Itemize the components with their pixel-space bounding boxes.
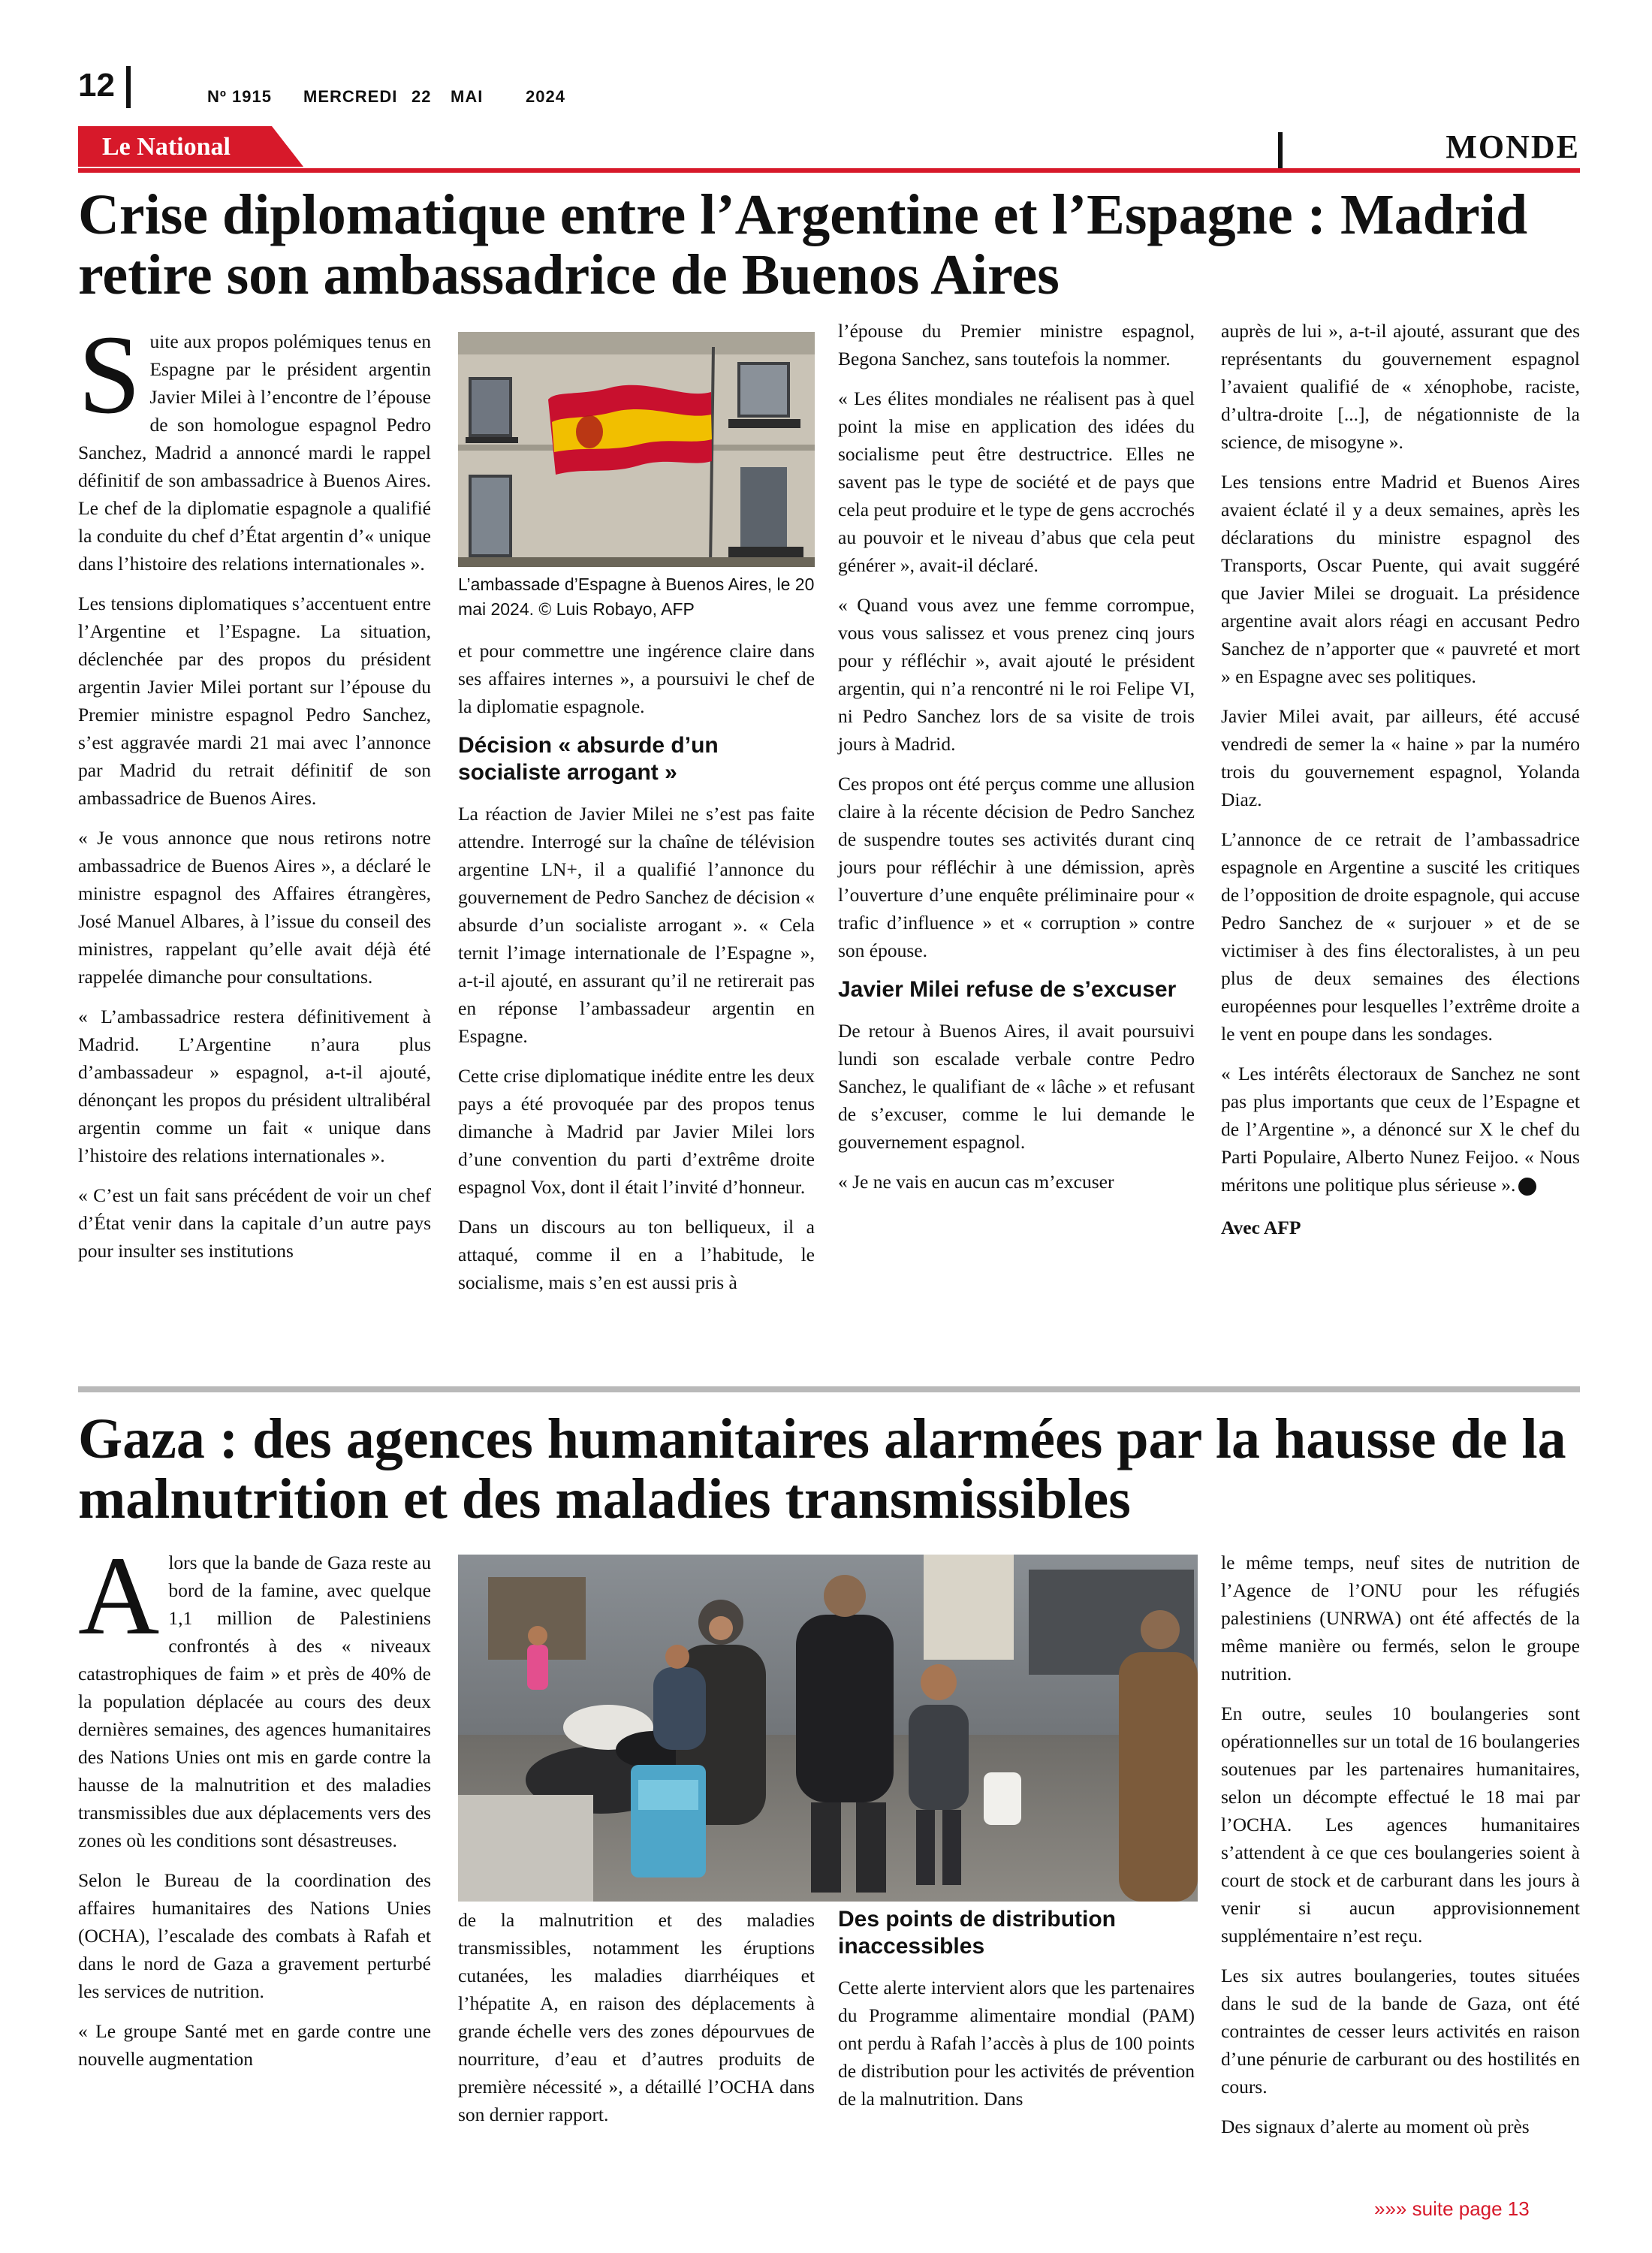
article1-subhead-refuse: Javier Milei refuse de s’excuser <box>838 977 1177 1002</box>
end-of-article-icon <box>1518 1178 1536 1196</box>
article2-paragraph: de la malnutrition et des maladies transmissibles, notamment les éruptions cutanées, les maladies diarrhéiques et l’hépatite A, en raison des déplacements à grande échelle vers des zones dépourvues de nourriture, d’eau et d’autres produits de première nécessité », a détaillé l’OCHA dans son dernier rapport. <box>458 1909 815 2125</box>
article-separator <box>78 1386 1580 1392</box>
article2-column-4 <box>1221 1549 1580 2140</box>
article2-headline: Gaza : des agences humanitaires alarmées par la hausse de la malnutrition et des maladies transmissibles <box>78 1407 1566 1531</box>
article2-dropcap: A <box>78 1534 160 1658</box>
article2-column-2 <box>458 1906 815 2128</box>
embassy-photo-caption: L’ambassade d’Espagne à Buenos Aires, le 20 mai 2024. © Luis Robayo, AFP <box>458 575 815 619</box>
article1-paragraph: La réaction de Javier Milei ne s’est pas faite attendre. Interrogé sur la chaîne de télévision argentine LN+, il a qualifié l’annonce du gouvernement de Pedro Sanchez de décision « absurde d’un socialiste arrogant ». « Cela ternit l’image internationale de l’Espagne », a-t-il ajouté, en assurant qu’il ne retirerait pas en réponse l’ambassadeur argentin en Espagne. <box>458 803 815 1047</box>
issue-weekday: MERCREDI <box>303 87 398 106</box>
article1-paragraph: « Je ne vais en aucun cas m’excuser <box>838 1171 1114 1193</box>
article1-paragraph: « Quand vous avez une femme corrompue, vous vous salissez et vous prenez cinq jours pour y réfléchir », avait ajouté le président argentin, qui n’a rencontré ni le roi Felipe VI, ni Pedro Sanchez lors de sa visite de trois jours à Madrid. <box>838 594 1195 755</box>
article1-paragraph: L’annonce de ce retrait de l’ambassadrice espagnole en Argentine a suscité les critiques de l’opposition de droite espagnole, qui accuse Pedro Sanchez de « surjouer » et de se victimiser à des fins électoralistes, à un peu plus de deux semaines des élections européennes pour lesquelles l’extrême droite a le vent en poupe dans les sondages. <box>1221 828 1580 1045</box>
article2-subhead-distribution: Des points de distribution inaccessibles <box>838 1907 1117 1959</box>
section-divider <box>1278 132 1283 168</box>
embassy-flag-photo <box>458 332 815 567</box>
article1-byline: Avec AFP <box>1221 1217 1301 1238</box>
continued-on-page-link[interactable]: »»» suite page 13 <box>1374 2197 1530 2220</box>
page-number: 12 <box>78 67 115 104</box>
section-name: MONDE <box>1446 128 1580 165</box>
article1-paragraph: Les tensions entre Madrid et Buenos Aires avaient éclaté il y a deux semaines, après les déclarations du ministre espagnol des Transports, Oscar Puente, qui avait suggéré que Javier Milei se droguait. La présidence argentine avait alors réagi en accusant Pedro Sanchez de n’apporter que « pauvreté et mort » en Espagne avec ses politiques. <box>1221 471 1580 687</box>
article1-paragraph: auprès de lui », a-t-il ajouté, assurant que des représentants du gouvernement espagnol l’avaient qualifié de « xénophobe, raciste, d’ultra-droite [...], de négationniste de la science, de misogyne ». <box>1221 320 1580 453</box>
article1-column-2 <box>458 637 815 1296</box>
issue-year: 2024 <box>526 87 565 106</box>
brand-name: Le National <box>102 133 231 161</box>
article2-paragraph: En outre, seules 10 boulangeries sont opérationnelles sur un total de 16 boulangeries soutenues par les partenaires humanitaires, selon un décompte effectué le 18 mai par l’OCHA. Les agences humanitaires s’attendent à ce que ces boulangeries soient à court de stock et de carburant dans les jours à venir si aucun approvisionnement supplémentaire n’est reçu. <box>1221 1703 1580 1947</box>
article1-paragraph: Ces propos ont été perçus comme une allusion claire à la récente décision de Pedro Sanchez de suspendre toutes ses activités durant cinq jours pour réfléchir à une démission, après l’ouverture d’une enquête préliminaire pour « trafic d’influence » et « corruption » contre son épouse. <box>838 773 1195 961</box>
issue-month: MAI <box>451 87 484 106</box>
article2-paragraph: Cette alerte intervient alors que les partenaires du Programme alimentaire mondial (PAM) ont perdu à Rafah l’accès à plus de 100 points de distribution pour les activités de prévention de la malnutrition. Dans <box>838 1977 1195 2110</box>
article2-paragraph: Les six autres boulangeries, toutes situées dans le sud de la bande de Gaza, ont été contraintes de cesser leurs activités en raison d’une pénurie de carburant ou des hostilités en cours. <box>1221 1965 1580 2098</box>
article1-paragraph: « L’ambassadrice restera définitivement à Madrid. L’Argentine n’aura plus d’ambassadeur » espagnol, a-t-il ajouté, dénonçant les propos du président ultralibéral argentin comme un fait « unique dans l’histoire des relations internationales ». <box>78 1006 431 1166</box>
article1-paragraph: Les tensions diplomatiques s’accentuent entre l’Argentine et l’Espagne. La situation, déclenchée par des propos du président argentin Javier Milei portant sur l’épouse du Premier ministre espagnol Pedro Sanchez, s’est aggravée mardi 21 mai avec l’annonce par Madrid du retrait définitif de son ambassadrice de Buenos Aires. <box>78 593 431 809</box>
article1-column-1 <box>78 312 431 1265</box>
issue-day: 22 <box>411 87 432 106</box>
article1-paragraph: « Les intérêts électoraux de Sanchez ne sont pas plus importants que ceux de l’Espagne et de l’Argentine », a dénoncé sur X le chef du Parti Populaire, Alberto Nunez Feijoo. « Nous méritons une politique plus sérieuse ». <box>1221 1063 1580 1196</box>
article1-headline: Crise diplomatique entre l’Argentine et l’Espagne : Madrid retire son ambassadrice de Buenos Aires <box>78 183 1528 306</box>
gaza-displaced-photo <box>458 1555 1198 1902</box>
article2-paragraph: Des signaux d’alerte au moment où près <box>1221 2116 1530 2137</box>
article2-column-1 <box>78 1534 431 2073</box>
article2-paragraph: Selon le Bureau de la coordination des affaires humanitaires des Nations Unies (OCHA), l’escalade des combats à Rafah et dans le nord de Gaza a gravement perturbé les services de nutrition. <box>78 1869 431 2002</box>
article2-paragraph: « Le groupe Santé met en garde contre une nouvelle augmentation <box>78 2020 431 2070</box>
article1-paragraph: « C’est un fait sans précédent de voir un chef d’État venir dans la capitale d’un autre pays pour insulter ses institutions <box>78 1184 431 1262</box>
article1-paragraph: l’épouse du Premier ministre espagnol, Begona Sanchez, sans toutefois la nommer. <box>838 320 1195 369</box>
article1-paragraph: uite aux propos polémiques tenus en Espagne par le président argentin Javier Milei à l’encontre de l’épouse de son homologue espagnol Pedro Sanchez, Madrid a annoncé mardi le rappel définitif de son ambassadrice à Buenos Aires. Le chef de la diplomatie espagnole a qualifié la conduite du chef d’État argentin d’« unique dans l’histoire des relations internationales ». <box>78 330 431 575</box>
article1-subhead-decision: Décision « absurde d’un socialiste arrogant » <box>458 733 719 785</box>
article1-paragraph: Javier Milei avait, par ailleurs, été accusé vendredi de semer la « haine » par la numéro trois du gouvernement espagnol, Yolanda Diaz. <box>1221 705 1580 810</box>
article1-paragraph: et pour commettre une ingérence claire dans ses affaires internes », a poursuivi le chef de la diplomatie espagnole. <box>458 640 815 717</box>
article1-paragraph: De retour à Buenos Aires, il avait poursuivi lundi son escalade verbale contre Pedro Sanchez, le qualifiant de « lâche » et refusant de s’excuser, comme le lui demande le gouvernement espagnol. <box>838 1020 1195 1153</box>
article1-paragraph: Dans un discours au ton belliqueux, il a attaqué, comme il en a l’habitude, le socialisme, mais s’en est aussi pris à <box>458 1216 815 1293</box>
article1-dropcap: S <box>78 312 141 437</box>
page-number-divider <box>126 66 131 108</box>
header-rule <box>78 168 1580 173</box>
article1-paragraph: « Les élites mondiales ne réalisent pas à quel point la mise en application des idées du socialisme peut être destructrice. Elles ne savent pas le type de société et de pays que cela peut produire et le type de gens accrochés au pouvoir et le niveau d’abus que cela peut générer », avait-il déclaré. <box>838 388 1195 576</box>
article1-column-4 <box>1221 317 1580 1241</box>
article1-paragraph: « Je vous annonce que nous retirons notre ambassadrice de Buenos Aires », a déclaré le ministre espagnol des Affaires étrangères, José Manuel Albares, à l’issue du conseil des ministres, rappelant qu’elle avait déjà été rappelée dimanche pour consultations. <box>78 827 431 988</box>
article1-column-3 <box>838 317 1195 1196</box>
article2-column-3 <box>838 1906 1195 2113</box>
article2-paragraph: lors que la bande de Gaza reste au bord de la famine, avec quelque 1,1 million de Palestiniens confrontés à des « niveaux catastrophiques de faim » et près de 40% de la population déplacée au cours des deux dernières semaines, des agences humanitaires des Nations Unies ont mis en garde contre la hausse de la malnutrition et des maladies transmissibles due aux déplacements vers des zones où les conditions sont désastreuses. <box>78 1552 431 1851</box>
issue-number: Nº 1915 <box>207 87 272 106</box>
article2-paragraph: le même temps, neuf sites de nutrition de l’Agence de l’ONU pour les réfugiés palestiniens (UNRWA) ont été affectés de la même manière ou fermés, selon le groupe nutrition. <box>1221 1552 1580 1684</box>
article1-paragraph: Cette crise diplomatique inédite entre les deux pays a été provoquée par des propos tenus dimanche à Madrid par Javier Milei lors d’une convention du parti d’extrême droite espagnol Vox, dont il était l’invité d’honneur. <box>458 1065 815 1198</box>
